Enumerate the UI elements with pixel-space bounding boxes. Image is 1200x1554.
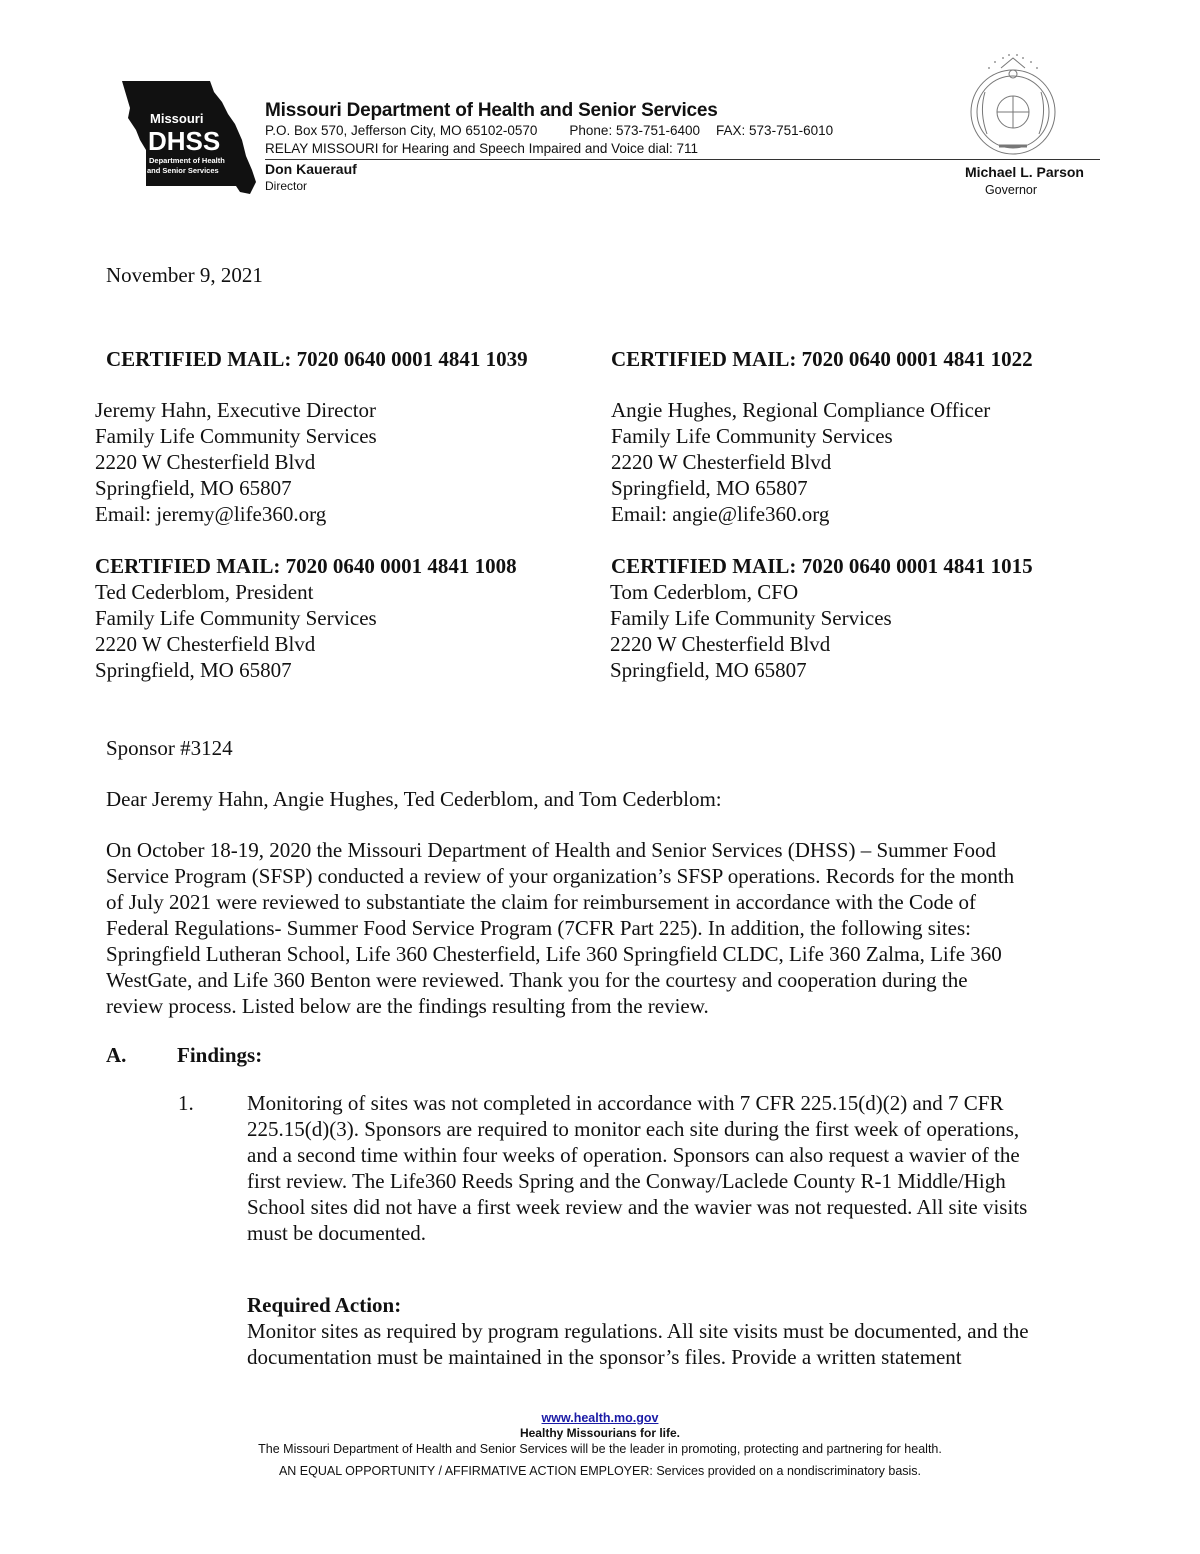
address-line: Email: angie@life360.org (611, 502, 830, 526)
org-name: Missouri Department of Health and Senior Services (265, 100, 718, 121)
paragraph-line: Springfield Lutheran School, Life 360 Chesterfield, Life 360 Springfield CLDC, Life 360 Zalma, Life 360 (106, 942, 1002, 966)
address-line: 2220 W Chesterfield Blvd (611, 450, 832, 474)
phone-number: Phone: 573-751-6400 (569, 123, 701, 138)
logo-text-services: and Senior Services (147, 166, 219, 175)
address-line: Family Life Community Services (95, 424, 377, 448)
footer-eeo: AN EQUAL OPPORTUNITY / AFFIRMATIVE ACTION EMPLOYER: Services provided on a nondiscriminatory basis. (278, 1464, 922, 1478)
website-link-text[interactable]: www.health.mo.gov (541, 1411, 659, 1425)
governor-title: Governor (984, 183, 1038, 197)
certified-mail-2: CERTIFIED MAIL: 7020 0640 0001 4841 1022 (611, 347, 1033, 371)
contact-line (265, 123, 833, 138)
missouri-state-seal (965, 52, 1061, 156)
certified-mail-4: CERTIFIED MAIL: 7020 0640 0001 4841 1015 (611, 554, 1033, 578)
paragraph-line: On October 18-19, 2020 the Missouri Department of Health and Senior Services (DHSS) – Summer Food (106, 838, 997, 862)
finding-number: 1. (178, 1091, 194, 1115)
footer-slogan: Healthy Missourians for life. (519, 1426, 681, 1440)
address-line: 2220 W Chesterfield Blvd (95, 450, 316, 474)
address-line: Springfield, MO 65807 (611, 476, 808, 500)
director-name: Don Kauerauf (265, 161, 357, 177)
address-line: 2220 W Chesterfield Blvd (610, 632, 831, 656)
recipient-address-4 (610, 579, 892, 683)
logo-text-missouri: Missouri (150, 111, 204, 126)
footer-mission: The Missouri Department of Health and Senior Services will be the leader in promoting, protecting and partnering for health. (258, 1442, 942, 1456)
paragraph-line: documentation must be maintained in the sponsor’s files. Provide a written statement (247, 1345, 962, 1369)
address-line: Springfield, MO 65807 (95, 658, 292, 682)
paragraph-line: Service Program (SFSP) conducted a review of your organization’s SFSP operations. Records for the month (106, 864, 1015, 888)
section-letter: A. (106, 1043, 127, 1067)
letterhead-divider (265, 159, 1100, 160)
certified-mail-3: CERTIFIED MAIL: 7020 0640 0001 4841 1008 (95, 554, 517, 578)
paragraph-line: review process. Listed below are the findings resulting from the review. (106, 994, 709, 1018)
address-line: Springfield, MO 65807 (610, 658, 807, 682)
address-line: Email: jeremy@life360.org (95, 502, 327, 526)
paragraph-line: School sites did not have a first week review and the wavier was not requested. All site visits (247, 1195, 1028, 1219)
website-link[interactable] (0, 1411, 1200, 1425)
sponsor-number: Sponsor #3124 (106, 736, 233, 760)
governor-name: Michael L. Parson (964, 164, 1084, 180)
finding-1-paragraph (247, 1090, 1027, 1246)
certified-mail-1: CERTIFIED MAIL: 7020 0640 0001 4841 1039 (106, 347, 528, 371)
address-line: Springfield, MO 65807 (95, 476, 292, 500)
recipient-address-1 (95, 397, 377, 527)
paragraph-line: 225.15(d)(3). Sponsors are required to monitor each site during the first week of operations, (247, 1117, 1020, 1141)
paragraph-line: must be documented. (247, 1221, 427, 1245)
fax-number: FAX: 573-751-6010 (716, 123, 834, 138)
dhss-missouri-logo (118, 78, 258, 196)
paragraph-line: first review. The Life360 Reeds Spring and the Conway/Laclede County R-1 Middle/High (247, 1169, 1006, 1193)
address-line: Family Life Community Services (95, 606, 377, 630)
intro-paragraph (106, 837, 1014, 1019)
director-title: Director (265, 179, 308, 193)
paragraph-line: Monitoring of sites was not completed in accordance with 7 CFR 225.15(d)(2) and 7 CFR (247, 1091, 1004, 1115)
recipient-address-2 (611, 397, 990, 527)
address-line: Family Life Community Services (610, 606, 892, 630)
address-line: 2220 W Chesterfield Blvd (95, 632, 316, 656)
required-action-paragraph (247, 1318, 1029, 1370)
paragraph-line: Monitor sites as required by program regulations. All site visits must be documented, and the (247, 1319, 1029, 1343)
paragraph-line: WestGate, and Life 360 Benton were reviewed. Thank you for the courtesy and cooperation during the (106, 968, 968, 992)
po-box-address: P.O. Box 570, Jefferson City, MO 65102-0570 (265, 123, 538, 138)
address-line: Ted Cederblom, President (95, 580, 314, 604)
address-line: Family Life Community Services (611, 424, 893, 448)
logo-text-dept: Department of Health (149, 156, 225, 165)
recipient-address-3 (95, 579, 377, 683)
letter-date: November 9, 2021 (106, 263, 263, 287)
paragraph-line: and a second time within four weeks of operation. Sponsors can also request a wavier of the (247, 1143, 1020, 1167)
relay-line: RELAY MISSOURI for Hearing and Speech Impaired and Voice dial: 711 (265, 141, 698, 156)
paragraph-line: of July 2021 were reviewed to substantiate the claim for reimbursement in accordance with the Code of (106, 890, 977, 914)
address-line: Jeremy Hahn, Executive Director (95, 398, 377, 422)
address-line: Angie Hughes, Regional Compliance Officer (611, 398, 991, 422)
salutation: Dear Jeremy Hahn, Angie Hughes, Ted Cederblom, and Tom Cederblom: (106, 787, 722, 811)
address-line: Tom Cederblom, CFO (610, 580, 799, 604)
required-action-heading: Required Action: (247, 1293, 402, 1317)
paragraph-line: Federal Regulations- Summer Food Service Program (7CFR Part 225). In addition, the following sites: (106, 916, 971, 940)
findings-heading: Findings: (177, 1043, 263, 1067)
logo-text-dhss: DHSS (148, 126, 221, 156)
